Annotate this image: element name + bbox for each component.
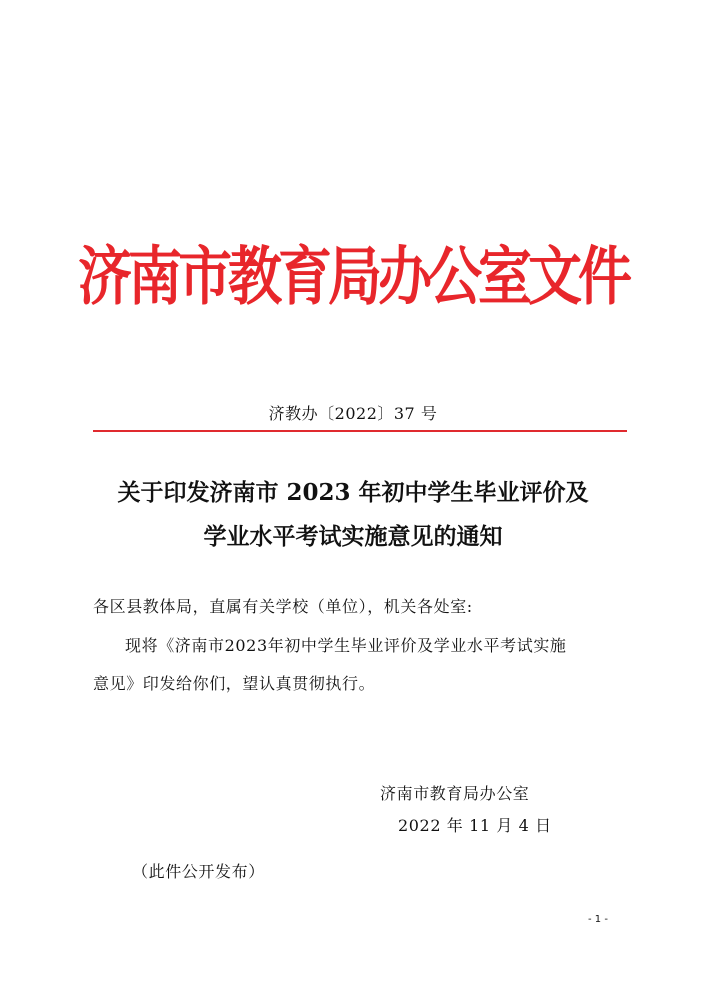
signing-date: 2022 年 11 月 4 日 bbox=[398, 816, 552, 835]
publication-note: （此件公开发布） bbox=[132, 862, 265, 881]
document-number: 济教办〔2022〕37 号 bbox=[268, 404, 438, 423]
body-paragraph-line-1: 现将《济南市2023年初中学生毕业评价及学业水平考试实施 bbox=[125, 636, 567, 655]
body-paragraph-line-2: 意见》印发给你们，望认真贯彻执行。 bbox=[93, 674, 376, 693]
notice-title-line-2: 学业水平考试实施意见的通知 bbox=[203, 523, 503, 550]
notice-title-line-1: 关于印发济南市 2023 年初中学生毕业评价及 bbox=[117, 479, 589, 506]
header-divider bbox=[93, 430, 627, 432]
recipients-line: 各区县教体局，直属有关学校（单位），机关各处室: bbox=[93, 597, 473, 616]
document-header-title: 济南市教育局办公室文件 bbox=[78, 238, 628, 314]
signing-organization: 济南市教育局办公室 bbox=[380, 784, 530, 803]
page-number: - 1 - bbox=[588, 914, 608, 925]
